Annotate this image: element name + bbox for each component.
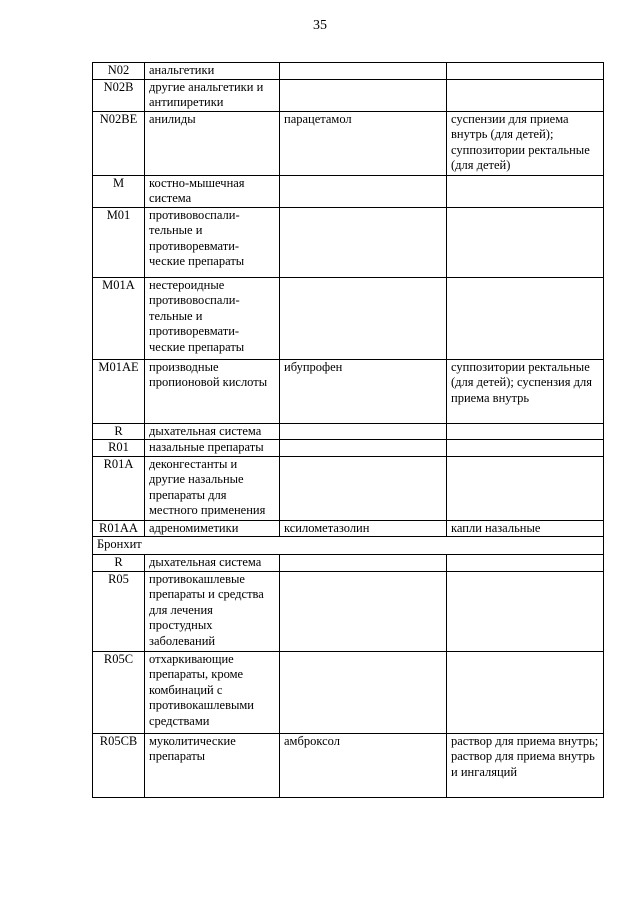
atc-group: противовоспали-тельные и противоревмати-ческие препараты — [145, 207, 280, 277]
dosage-form: суппозитории ректальные (для детей); суспензия для приема внутрь — [447, 359, 604, 423]
atc-group: анальгетики — [145, 63, 280, 80]
drug-name: ксилометазолин — [280, 520, 447, 537]
table-row — [93, 63, 604, 80]
atc-code: R05C — [93, 651, 145, 733]
atc-code: R05 — [93, 571, 145, 651]
atc-code: R05CB — [93, 733, 145, 797]
dosage-form — [447, 555, 604, 572]
table-row — [93, 555, 604, 572]
atc-group: производные пропионовой кислоты — [145, 359, 280, 423]
atc-code: N02 — [93, 63, 145, 80]
drug-name — [280, 63, 447, 80]
drug-name — [280, 651, 447, 733]
dosage-form — [447, 207, 604, 277]
atc-group: нестероидные противовоспали-тельные и противоревмати-ческие препараты — [145, 277, 280, 359]
page-number: 35 — [313, 18, 327, 33]
atc-group: отхаркивающие препараты, кроме комбинаций с противокашлевыми средствами — [145, 651, 280, 733]
atc-group: костно-мышечная система — [145, 175, 280, 207]
atc-code: R — [93, 423, 145, 440]
atc-group: назальные препараты — [145, 440, 280, 457]
dosage-form: капли назальные — [447, 520, 604, 537]
drug-name — [280, 423, 447, 440]
dosage-form — [447, 79, 604, 111]
atc-code: R01A — [93, 456, 145, 520]
atc-code: N02B — [93, 79, 145, 111]
table-row — [93, 359, 604, 423]
drug-name — [280, 175, 447, 207]
atc-group: адреномиметики — [145, 520, 280, 537]
dosage-form — [447, 456, 604, 520]
atc-group: противокашлевые препараты и средства для лечения простудных заболеваний — [145, 571, 280, 651]
table-row — [93, 456, 604, 520]
drug-name — [280, 555, 447, 572]
atc-code: M01AE — [93, 359, 145, 423]
section-title: Бронхит — [93, 537, 604, 555]
atc-code: M01 — [93, 207, 145, 277]
table-row — [93, 733, 604, 797]
dosage-form — [447, 277, 604, 359]
atc-code: M01A — [93, 277, 145, 359]
dosage-form: раствор для приема внутрь; раствор для приема внутрь и ингаляций — [447, 733, 604, 797]
table-row — [93, 520, 604, 537]
table-row — [93, 423, 604, 440]
atc-code: M — [93, 175, 145, 207]
drug-name — [280, 79, 447, 111]
drug-name — [280, 277, 447, 359]
atc-code: R01AA — [93, 520, 145, 537]
table-row — [93, 111, 604, 175]
atc-group: дыхательная система — [145, 555, 280, 572]
drug-name — [280, 456, 447, 520]
table-row — [93, 79, 604, 111]
table-row — [93, 571, 604, 651]
table-row — [93, 175, 604, 207]
dosage-form — [447, 175, 604, 207]
dosage-form — [447, 571, 604, 651]
dosage-form — [447, 651, 604, 733]
dosage-form: суспензии для приема внутрь (для детей); суппозитории ректальные (для детей) — [447, 111, 604, 175]
table-row — [93, 277, 604, 359]
table-row — [93, 651, 604, 733]
drug-name: амброксол — [280, 733, 447, 797]
drug-name — [280, 571, 447, 651]
atc-code: N02BE — [93, 111, 145, 175]
atc-group: другие анальгетики и антипиретики — [145, 79, 280, 111]
dosage-form — [447, 440, 604, 457]
atc-code: R — [93, 555, 145, 572]
atc-group: муколитические препараты — [145, 733, 280, 797]
section-row — [93, 537, 604, 555]
drug-table — [92, 62, 604, 798]
drug-name — [280, 207, 447, 277]
table-row — [93, 207, 604, 277]
atc-group: дыхательная система — [145, 423, 280, 440]
dosage-form — [447, 423, 604, 440]
dosage-form — [447, 63, 604, 80]
table-row — [93, 440, 604, 457]
atc-group: анилиды — [145, 111, 280, 175]
atc-code: R01 — [93, 440, 145, 457]
drug-name: ибупрофен — [280, 359, 447, 423]
drug-name — [280, 440, 447, 457]
atc-group: деконгестанты и другие назальные препараты для местного применения — [145, 456, 280, 520]
drug-name: парацетамол — [280, 111, 447, 175]
